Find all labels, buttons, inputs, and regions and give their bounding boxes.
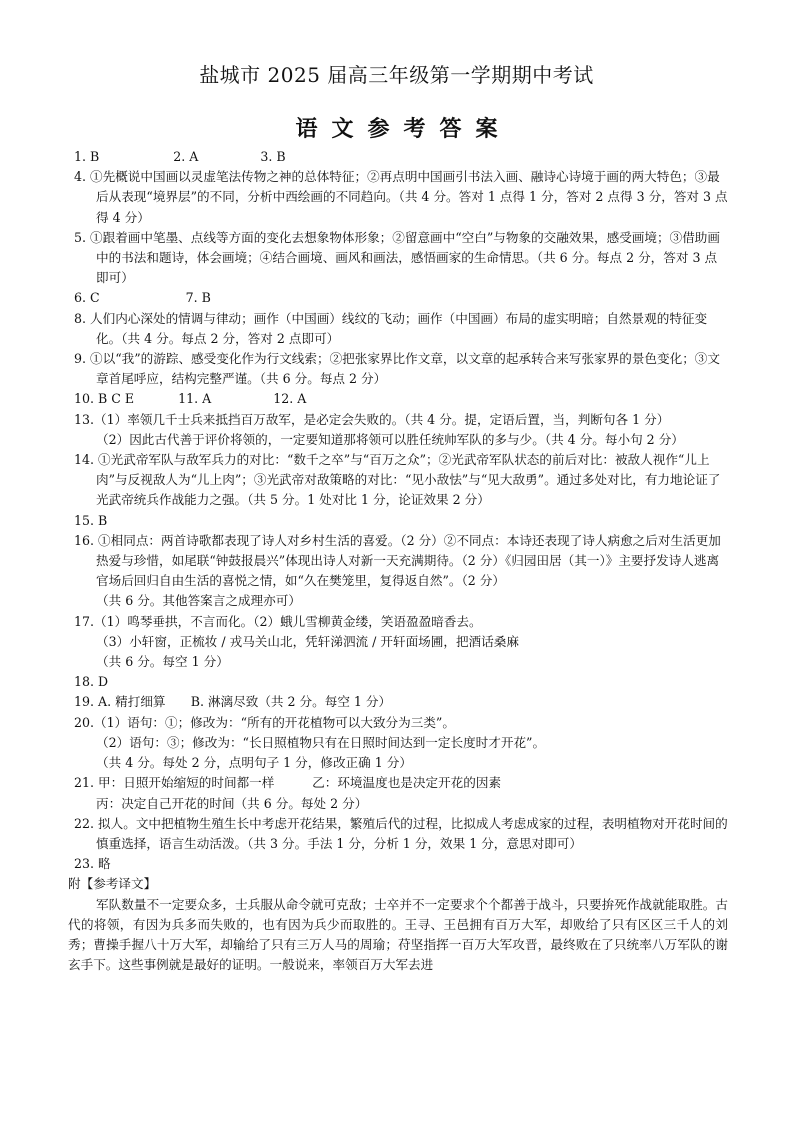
answer-18: 18. D — [74, 674, 109, 690]
appendix-text: 军队数量不一定要众多，士兵服从命令就可克敌；士卒并不一定要求个个都善于战斗，只要拚死作战就能取胜。古代的将领，有因为兵多而失败的，也有因为兵少而取胜的。王寻、王邑拥有百万大军，却败给了只有区区三千人的刘秀；曹操手握八十万大军，却输给了只有三万人马的周瑜；苻坚指挥一百万大军攻晋，最终败在了只统率八万军队的谢玄手下。这些事例就是最好的证明。一般说来，率领百万大军去进 — [68, 896, 728, 973]
answer-1: 1. B — [74, 149, 100, 164]
answer-12: 12. A — [273, 391, 307, 407]
answer-19: 19. A. 精打细算 B. 淋漓尽致（共 2 分。每空 1 分） — [74, 694, 392, 710]
appendix-label: 附【参考译文】 — [68, 876, 157, 892]
answer-22: 22. 拟人。文中把植物生殖生长中考虑开花结果，繁殖后代的过程，比拟成人考虑成家的过程，表明植物对开花时间的慎重选择，语言生动活泼。（共 3 分。手法 1 分，分析 1 分，效果 1 分，意思对即可） — [74, 815, 728, 851]
answer-21-1: 21. 甲：日照开始缩短的时间都一样 乙：环境温度也是决定开花的因素 — [74, 775, 502, 791]
answer-23: 23. 略 — [74, 856, 111, 872]
answer-11: 11. A — [178, 391, 212, 407]
answer-16: 16. ①相同点：两首诗歌都表现了诗人对乡村生活的喜爱。（2 分）②不同点：本诗还表现了诗人病愈之后对生活更加热爱与珍惜，如尾联“钟鼓报晨兴”体现出诗人对新一天充满期待。（2 分）《归园田居（其一）》主要抒发诗人逃离官场后回归自由生活的喜悦之情，如“久在樊笼里，复得返自然”。（2 分） — [74, 532, 721, 589]
answer-13-1: 13.（1）率领几千士兵来抵挡百万敌军，是必定会失败的。（共 4 分。提，定语后置，当，判断句各 1 分） — [74, 411, 670, 427]
answer-21-2: 丙：决定自己开花的时间（共 6 分。每处 2 分） — [96, 795, 368, 811]
answer-20-2: （2）语句：③；修改为：“长日照植物只有在日照时间达到一定长度时才开花”。 — [96, 734, 546, 750]
answer-14: 14. ①光武帝军队与敌军兵力的对比：“数千之卒”与“百万之众”；②光武帝军队状态的前后对比：被敌人视作“儿上肉”与反视敌人为“儿上肉”；③光武帝对敌策略的对比：“见小敌怯”与“见大敌勇”。通过多处对比，有力地论证了光武帝统兵作战能力之强。（共 5 分。1 处对比 1 分，论证效果 2 分） — [74, 452, 721, 508]
answer-13-2: （2）因此古代善于评价将领的，一定要知道那将领可以胜任统帅军队的多与少。（共 4 分。每小句 2 分） — [96, 431, 684, 447]
answer-17-3: （共 6 分。每空 1 分） — [96, 654, 229, 670]
answer-15: 15. B — [74, 512, 108, 528]
answer-10: 10. B C E — [74, 391, 135, 407]
answer-6: 6. C — [74, 290, 100, 306]
answer-2: 2. A — [173, 149, 199, 164]
answer-20-3: （共 4 分。每处 2 分，点明句子 1 分，修改正确 1 分） — [96, 755, 412, 771]
answer-16-note: （共 6 分。其他答案言之成理亦可） — [96, 593, 301, 609]
answer-17-2: （3）小轩窗，正梳妆 / 戎马关山北，凭轩涕泗流 / 开轩面场圃，把酒话桑麻 — [96, 633, 519, 649]
answer-7: 7. B — [185, 290, 211, 306]
answer-row-10-12 — [74, 389, 728, 409]
answer-8: 8. 人们内心深处的情调与律动；画作（中国画）线纹的飞动；画作（中国画）布局的虚实明暗；自然景观的特征变化。（共 4 分。每点 2 分，答对 2 点即可） — [74, 310, 708, 346]
answer-9: 9. ①以“我”的游踪、感受变化作为行文线索；②把张家界比作文章，以文章的起承转合来写张家界的景色变化；③文章首尾呼应，结构完整严谨。（共 6 分。每点 2 分） — [74, 351, 720, 387]
answer-3: 3. B — [260, 149, 286, 164]
answer-17-1: 17.（1）鸣琴垂拱，不言而化。（2）蛾儿雪柳黄金缕，笑语盈盈暗香去。 — [74, 613, 482, 629]
exam-title: 盐城市 2025 届高三年级第一学期期中考试 — [199, 63, 594, 87]
answer-4: 4. ①先概说中国画以灵虚笔法传物之神的总体特征；②再点明中国画引书法入画、融诗心诗境于画的两大特色；③最后从表现“境界层”的不同，分析中西绘画的不同趋向。（共 4 分。答对 1 点得 1 分，答对 2 点得 3 分，答对 3 点得 4 分） — [74, 169, 728, 225]
answer-20-1: 20.（1）语句：①；修改为：“所有的开花植物可以大致分为三类”。 — [74, 714, 455, 730]
answer-list — [68, 147, 728, 975]
answer-row-1-3 — [74, 147, 728, 167]
answer-5: 5. ①跟着画中笔墨、点线等方面的变化去想象物体形象；②留意画中“空白”与物象的交融效果，感受画境；③借助画中的书法和题诗，体会画境；④结合画境、画风和画法，感悟画家的生命情思。（共 6 分。每点 2 分，答对 3 点即可） — [74, 229, 720, 286]
answer-row-6-7 — [74, 288, 728, 308]
doc-title: 语文参考答案 — [295, 116, 512, 142]
